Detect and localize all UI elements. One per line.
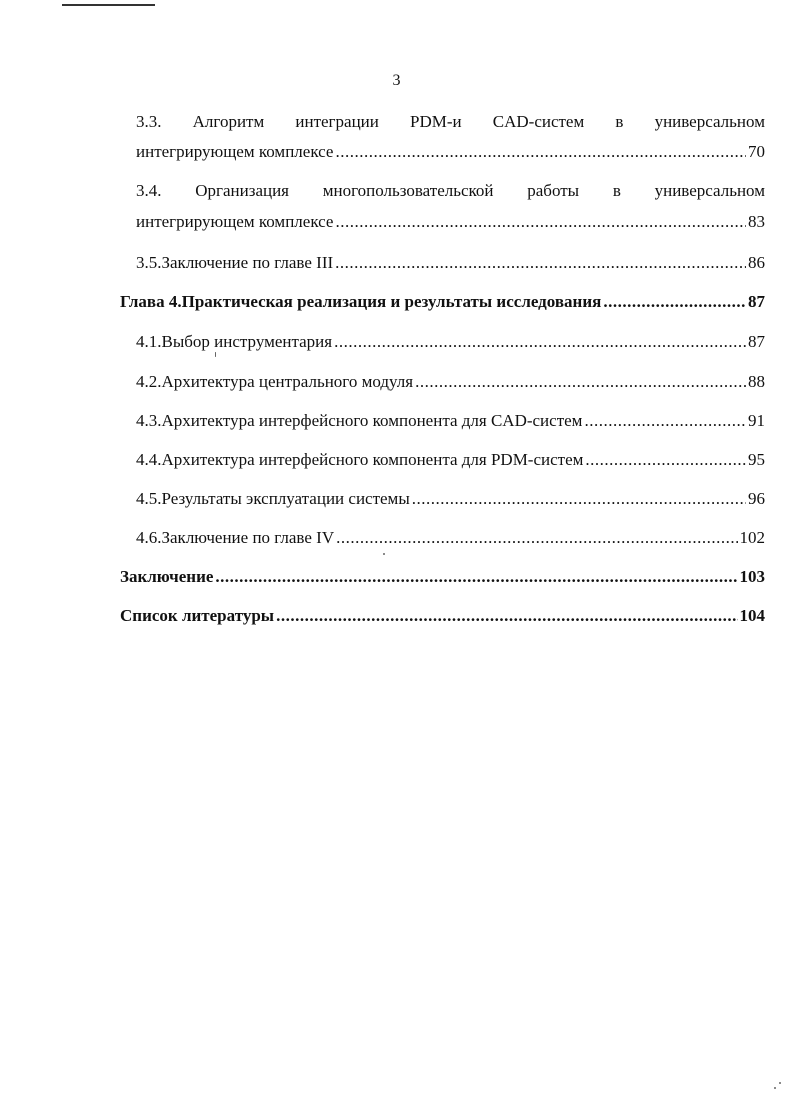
toc-page-number: 83 [748,212,765,231]
toc-page-number: 91 [748,411,765,430]
toc-page-number: 88 [748,372,765,391]
toc-entry-first-line [136,179,765,203]
toc-entry-4-6[interactable] [0,526,793,552]
toc-number: 3.5. [136,253,162,272]
toc-page-number: 87 [748,332,765,351]
toc-page-number: 70 [748,142,765,161]
toc-entry-4-2[interactable] [0,370,793,396]
toc-entry-3-3[interactable] [0,110,793,170]
toc-leader-dots [603,290,746,314]
toc-title: Результаты эксплуатации системы [161,489,410,508]
toc-word: CAD-систем [492,112,585,131]
toc-page-number: 102 [739,528,765,547]
toc-number: 4.1. [136,332,162,351]
toc-title: Архитектура интерфейсного компонента для PDM-систем [161,450,584,469]
toc-chapter-title: Практическая реализация и результаты исследования [181,292,602,311]
toc-entry-3-5[interactable] [0,251,793,277]
toc-number: 3.4. [136,181,162,200]
toc-entry-4-1[interactable] [0,330,793,356]
toc-entry-second-line [136,140,765,164]
toc-word: универсальном [654,181,765,200]
toc-word: PDM-и [410,112,462,131]
toc-word: многопользовательской [322,181,494,200]
scan-speck [774,1087,776,1089]
toc-entry-3-4[interactable] [0,179,793,239]
toc-leader-dots [335,140,746,164]
toc-word: Организация [195,181,289,200]
toc-number: 4.2. [136,372,162,391]
toc-leader-dots [215,565,737,589]
toc-word: работы [527,181,580,200]
toc-number: 4.3. [136,411,162,430]
scan-speck [215,352,216,357]
toc-word: в [615,112,624,131]
toc-page-number: 104 [739,606,765,625]
page-number: 3 [392,72,401,89]
toc-chapter-4[interactable] [0,290,793,316]
toc-leader-dots [584,409,746,433]
toc-title: Заключение по главе IV [161,528,335,547]
toc-number: 4.4. [136,450,162,469]
toc-word: интеграции [295,112,379,131]
toc-title-continuation: интегрирующем комплексе [136,142,334,161]
toc-title: Заключение по главе III [161,253,334,272]
toc-entry-second-line [136,210,765,234]
toc-leader-dots [415,370,746,394]
top-rule-line [62,4,155,6]
toc-page-number: 95 [748,450,765,469]
toc-title: Архитектура интерфейсного компонента для CAD-систем [161,411,583,430]
toc-title-continuation: интегрирующем комплексе [136,212,334,231]
toc-word: в [612,181,621,200]
scan-speck [383,553,385,555]
toc-leader-dots [585,448,746,472]
toc-entry-4-4[interactable] [0,448,793,474]
toc-leader-dots [336,526,737,550]
toc-number: 3.3. [136,112,162,131]
toc-page-number: 87 [748,292,765,311]
toc-page-number: 86 [748,253,765,272]
scan-speck [779,1082,781,1084]
toc-page-number: 103 [739,567,765,586]
toc-leader-dots [276,604,737,628]
toc-leader-dots [335,251,746,275]
toc-title: Архитектура центрального модуля [161,372,414,391]
toc-word: Алгоритм [192,112,265,131]
toc-title: Список литературы [120,606,275,625]
toc-title: Заключение [120,567,214,586]
toc-entry-4-5[interactable] [0,487,793,513]
toc-leader-dots [334,330,746,354]
toc-title: Выбор инструментария [161,332,333,351]
toc-page-number: 96 [748,489,765,508]
toc-word: универсальном [654,112,765,131]
toc-leader-dots [335,210,746,234]
toc-number: 4.5. [136,489,162,508]
toc-conclusion[interactable] [0,565,793,591]
toc-entry-first-line [136,110,765,134]
toc-chapter-number: Глава 4. [120,292,182,311]
toc-references[interactable] [0,604,793,630]
toc-entry-4-3[interactable] [0,409,793,435]
toc-number: 4.6. [136,528,162,547]
toc-leader-dots [412,487,746,511]
